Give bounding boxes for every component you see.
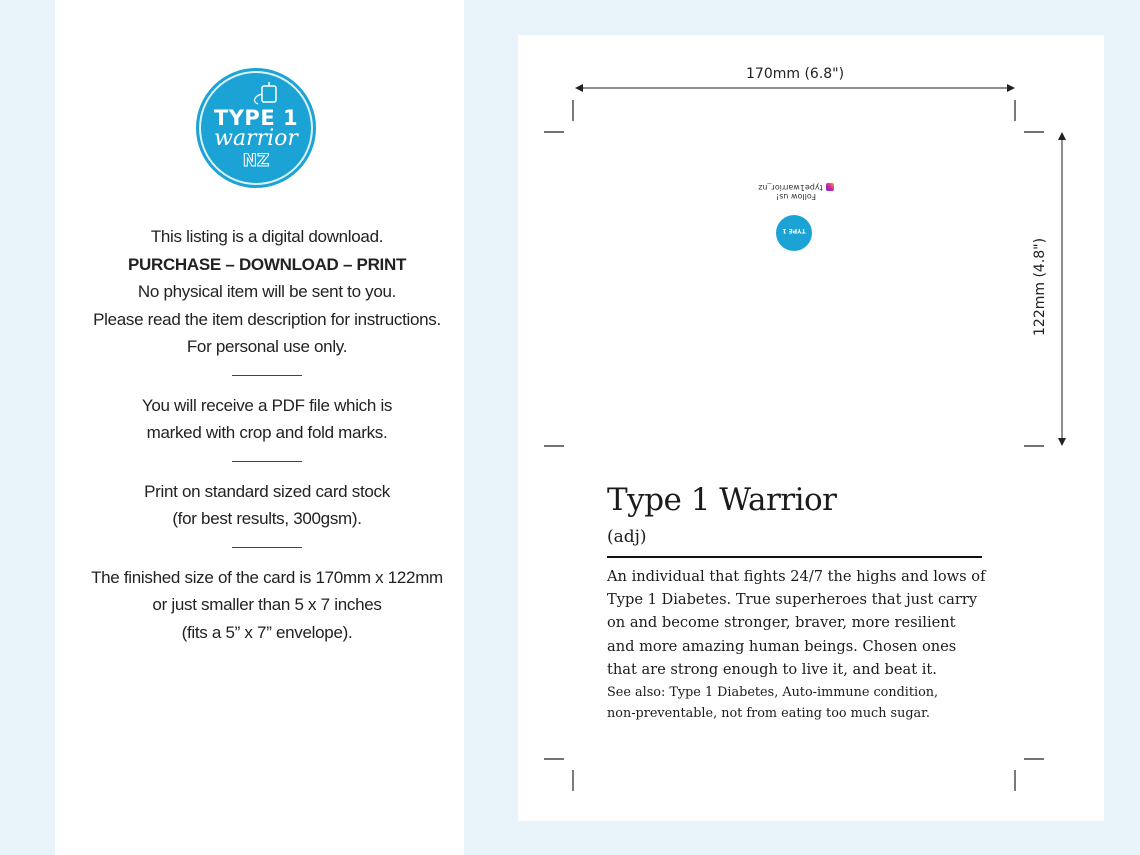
definition-line: that are strong enough to live it, and beat it. (607, 660, 937, 678)
info-no-physical: No physical item will be sent to you. (137, 282, 397, 301)
follow-us-text: Follow us! (775, 192, 817, 201)
info-envelope: (fits a 5” x 7” envelope). (181, 622, 353, 642)
listing-info-panel (55, 0, 464, 855)
definition-text (607, 565, 1007, 681)
see-also-line: non-preventable, not from eating too much sugar. (607, 705, 930, 721)
see-also-line: See also: Type 1 Diabetes, Auto-immune condition, (607, 685, 939, 700)
divider (55, 447, 479, 478)
definition-line: An individual that fights 24/7 the highs and lows of (607, 568, 986, 585)
info-card-stock: Print on standard sized card stock (144, 481, 390, 501)
info-read-description: Please read the item description for instructions. (93, 309, 441, 329)
follow-us-block (756, 183, 836, 201)
info-personal-use: For personal use only. (186, 337, 348, 356)
divider (55, 361, 479, 392)
instagram-icon (826, 184, 834, 192)
info-pdf-file: You will receive a PDF file which is (141, 395, 393, 415)
info-smaller-than: or just smaller than 5 x 7 inches (152, 595, 382, 614)
title-rule (607, 556, 982, 558)
logo-text-type1: TYPE 1 (213, 106, 299, 130)
logo-text-warrior: warrior (214, 126, 298, 151)
listing-instructions (55, 223, 479, 646)
info-gsm: (for best results, 300gsm). (172, 509, 362, 528)
definition-line: Type 1 Diabetes. True superheroes that just carry (607, 591, 978, 609)
mini-logo-text: TYPE 1 (782, 227, 806, 234)
instagram-handle-text: type1warrior_nz (758, 183, 823, 192)
logo-text-nz: NZ (242, 151, 270, 171)
definition-line: on and become stronger, braver, more resilient (607, 614, 956, 632)
type1-warrior-logo (196, 68, 316, 188)
divider (55, 533, 479, 564)
part-of-speech: (adj) (607, 527, 647, 547)
info-purchase-steps: PURCHASE – DOWNLOAD – PRINT (127, 254, 407, 274)
instagram-handle (756, 183, 836, 192)
height-dimension-label: 122mm (4.8") (1032, 237, 1048, 336)
width-dimension-label: 170mm (6.8") (746, 66, 845, 82)
info-digital-download: This listing is a digital download. (150, 227, 384, 246)
mini-logo (776, 215, 812, 251)
card-title: Type 1 Warrior (607, 482, 837, 518)
info-crop-marks: marked with crop and fold marks. (146, 423, 388, 442)
definition-line: and more amazing human beings. Chosen ones (607, 637, 957, 655)
card-preview-sheet (518, 35, 1104, 821)
info-finished-size: The finished size of the card is 170mm x 122mm (91, 567, 443, 587)
see-also-text (607, 683, 1007, 724)
insulin-pen-icon (248, 82, 288, 106)
